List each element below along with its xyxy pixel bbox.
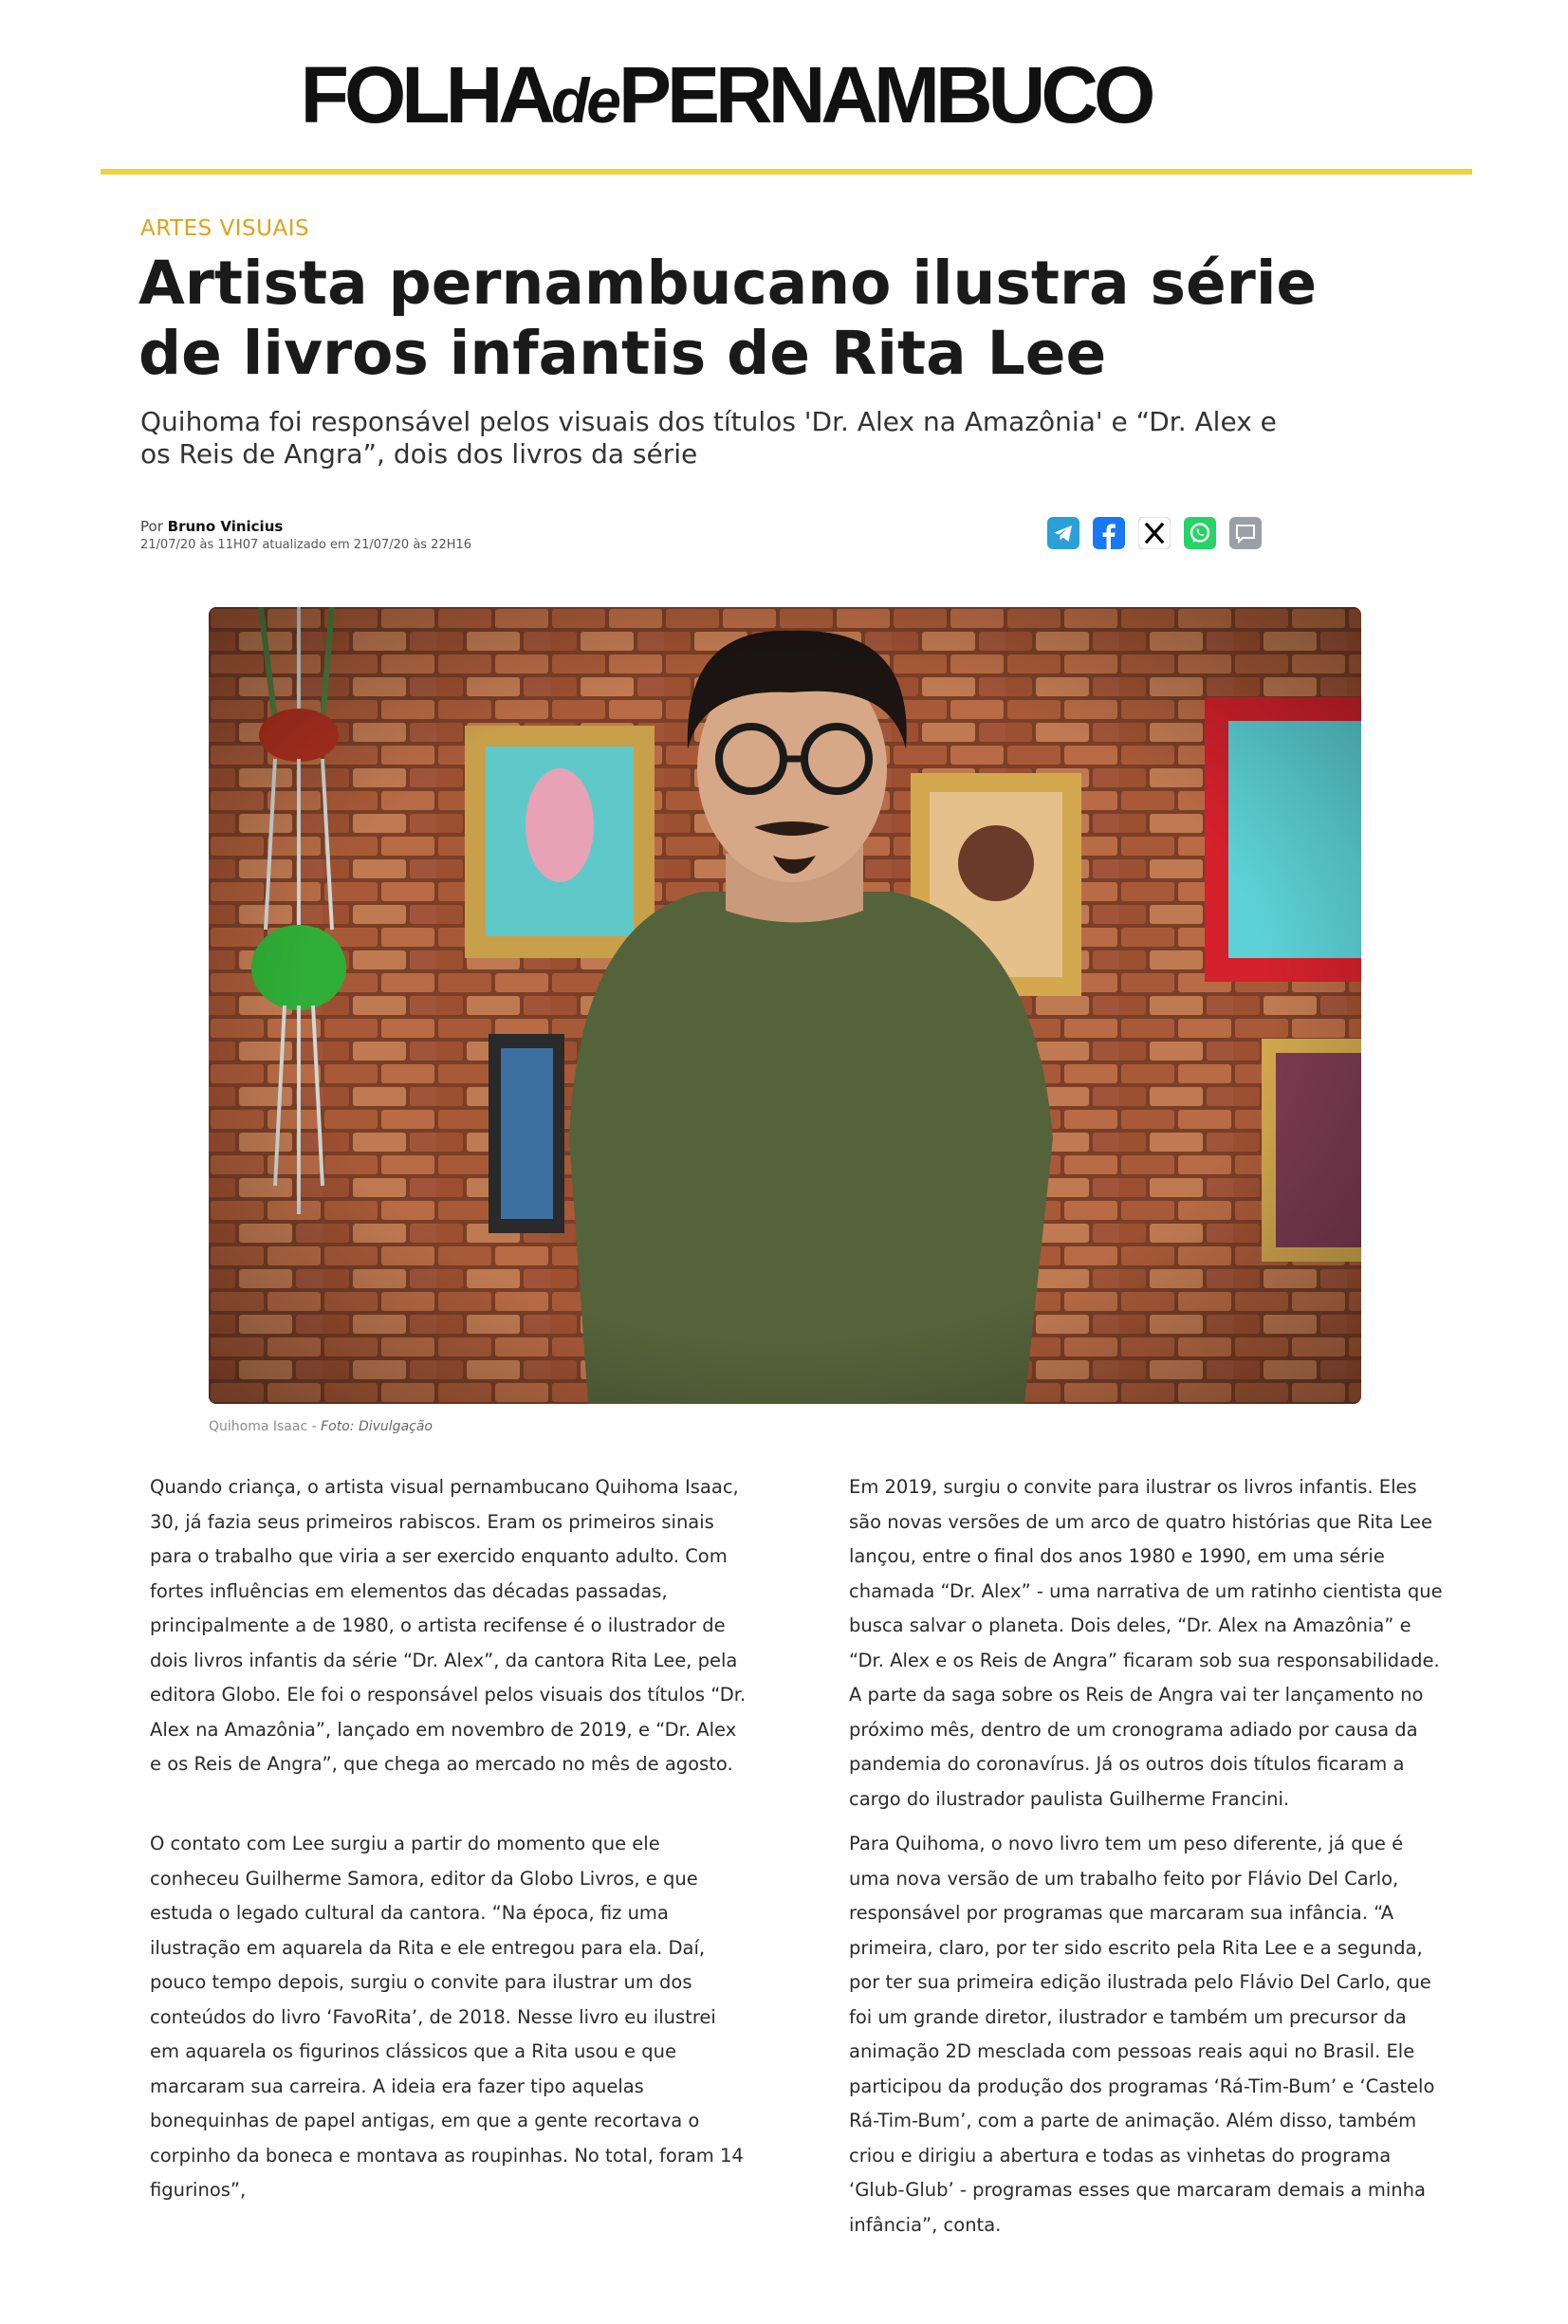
paragraph-2: O contato com Lee surgiu a partir do momento que ele conheceu Guilherme Samora, editor da Globo Livros, e que estuda o legado cultural da cantora. “Na época, fiz uma ilustração em aquarela da Rita e ele entregou para ela. Daí, pouco tempo depois, surgiu o convite para ilustrar um dos conteúdos do livro ‘FavoRita’, de 2018. Nesse livro eu ilustrei em aquarela os figurinos clássicos que a Rita usou e que marcaram sua carreira. A ideia era fazer tipo aquelas bonequinhas de papel antigas, em que a gente recortava o corpinho da boneca e montava as roupinhas. No total, foram 14 figurinos”, [150,1833,744,2201]
article-dateline: 21/07/20 às 11H07 atualizado em 21/07/20 às 22H16 [140,538,472,552]
share-x-button[interactable] [1138,517,1171,549]
site-logo[interactable] [0,50,1451,139]
x-icon [1138,517,1171,549]
share-facebook-button[interactable] [1093,517,1125,549]
paragraph-1: Quando criança, o artista visual pernambucano Quihoma Isaac, 30, já fazia seus primeiros rabiscos. Eram os primeiros sinais para o trabalho que viria a ser exercido enquanto adulto. Com fortes influências em elementos das décadas passadas, principalmente a de 1980, o artista recifense é o ilustrador de dois livros infantis da série “Dr. Alex”, da cantora Rita Lee, pela editora Globo. Ele foi o responsável pelos visuais dos títulos “Dr. Alex na Amazônia”, lançado em novembro de 2019, e “Dr. Alex e os Reis de Angra”, que chega ao mercado no mês de agosto. [150,1476,747,1775]
author-name[interactable]: Bruno Vinicius [167,518,284,535]
logo-word-folha: FOLHA [300,50,551,139]
whatsapp-icon [1184,517,1216,549]
logo-word-pernambuco: PERNAMBUCO [618,50,1152,139]
photo-illustration [209,607,1361,1404]
article-subtitle: Quihoma foi responsável pelos visuais dos títulos 'Dr. Alex na Amazônia' e “Dr. Alex e os Reis de Angra”, dois dos livros da série [140,406,1277,470]
share-comment-button[interactable] [1229,517,1262,549]
paragraph-4: Para Quihoma, o novo livro tem um peso diferente, já que é uma nova versão de um trabalho feito por Flávio Del Carlo, responsável por programas que marcaram sua infância. “A primeira, claro, por ter sido escrito pela Rita Lee e a segunda, por ter sua primeira edição ilustrada pelo Flávio Del Carlo, que foi um grande diretor, ilustrador e também um precursor da animação 2D mesclada com pessoas reais aqui no Brasil. Ele participou da produção dos programas ‘Rá-Tim-Bum’ e ‘Castelo Rá-Tim-Bum’, com a parte de animação. Além disso, também criou e dirigiu a abertura e todas as vinhetas do programa ‘Glub-Glub’ - programas esses que marcaram demais a minha infância”, conta. [849,1833,1435,2236]
caption-credit: Foto: Divulgação [321,1419,433,1434]
share-telegram-button[interactable] [1047,517,1079,549]
byline-prefix: Por [140,518,163,535]
paragraph-3: Em 2019, surgiu o convite para ilustrar os livros infantis. Eles são novas versões de um arco de quatro histórias que Rita Lee lançou, entre o final dos anos 1980 e 1990, em uma série chamada “Dr. Alex” - uma narrativa de um ratinho cientista que busca salvar o planeta. Dois deles, “Dr. Alex na Amazônia” e “Dr. Alex e os Reis de Angra” ficaram sob sua responsabilidade. A parte da saga sobre os Reis de Angra vai ter lançamento no próximo mês, dentro de um cronograma adiado por causa da pandemia do coronavírus. Já os outros dois títulos ficaram a cargo do ilustrador paulista Guilherme Francini. [849,1476,1443,1810]
article-photo[interactable] [209,607,1361,1404]
article-kicker[interactable]: ARTES VISUAIS [140,216,310,241]
header-divider [101,169,1472,175]
telegram-icon [1047,517,1079,549]
article-byline [140,518,283,535]
logo-word-de: de [550,65,618,136]
article-headline: Artista pernambucano ilustra série de livros infantis de Rita Lee [138,249,1318,388]
site-header [0,0,1568,176]
comment-icon [1229,517,1262,549]
caption-name: Quihoma Isaac - [209,1419,322,1434]
photo-caption [209,1419,433,1434]
share-whatsapp-button[interactable] [1184,517,1216,549]
facebook-icon [1093,517,1125,549]
